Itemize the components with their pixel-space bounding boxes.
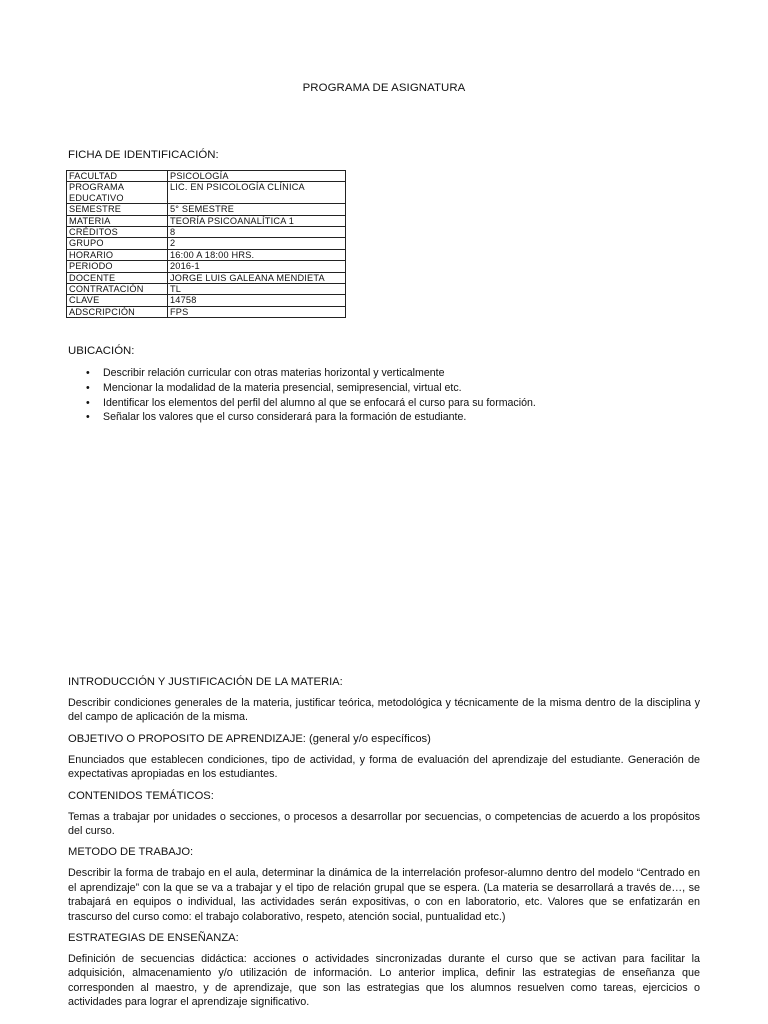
metodo-heading: METODO DE TRABAJO: bbox=[68, 846, 194, 859]
identification-table bbox=[66, 170, 346, 318]
ficha-heading: FICHA DE IDENTIFICACIÓN: bbox=[68, 149, 219, 161]
table-row bbox=[67, 261, 346, 272]
table-row bbox=[67, 171, 346, 182]
row-label: HORARIO bbox=[67, 249, 168, 260]
list-item: • Mencionar la modalidad de la materia presencial, semipresencial, virtual etc. bbox=[86, 381, 536, 396]
row-label: GRUPO bbox=[67, 238, 168, 249]
row-value: JORGE LUIS GALEANA MENDIETA bbox=[168, 272, 346, 283]
table-row bbox=[67, 249, 346, 260]
estrategias-heading: ESTRATEGIAS DE ENSEÑANZA: bbox=[68, 932, 239, 945]
list-item: • Describir relación curricular con otras materias horizontal y verticalmente bbox=[86, 366, 536, 381]
row-label: DOCENTE bbox=[67, 272, 168, 283]
row-label: SEMESTRE bbox=[67, 204, 168, 215]
table-row bbox=[67, 306, 346, 317]
table-row bbox=[67, 295, 346, 306]
row-value: 5° SEMESTRE bbox=[168, 204, 346, 215]
table-row bbox=[67, 272, 346, 283]
table-row bbox=[67, 204, 346, 215]
objetivo-heading: OBJETIVO O PROPOSITO DE APRENDIZAJE: (general y/o específicos) bbox=[68, 732, 431, 745]
row-value: TL bbox=[168, 284, 346, 295]
row-value: LIC. EN PSICOLOGÍA CLÍNICA bbox=[168, 182, 346, 204]
row-value: 2 bbox=[168, 238, 346, 249]
row-label: PROGRAMA EDUCATIVO bbox=[67, 182, 168, 204]
row-label: FACULTAD bbox=[67, 171, 168, 182]
row-value: 14758 bbox=[168, 295, 346, 306]
list-item: • Identificar los elementos del perfil del alumno al que se enfocará el curso para su formación. bbox=[86, 396, 536, 411]
row-label: ADSCRIPCIÓN bbox=[67, 306, 168, 317]
contenidos-heading: CONTENIDOS TEMÁTICOS: bbox=[68, 789, 214, 802]
row-value: TEORÍA PSICOANALÍTICA 1 bbox=[168, 215, 346, 226]
table-row bbox=[67, 227, 346, 238]
introduccion-text: Describir condiciones generales de la materia, justificar teórica, metodológica y técnicamente de la misma dentro de la disciplina y del campo de aplicación de la misma. bbox=[68, 697, 700, 724]
objetivo-text: Enunciados que establecen condiciones, tipo de actividad, y forma de evaluación del aprendizaje del estudiante. Generación de expectativas apropiadas en los estudiantes. bbox=[68, 753, 700, 781]
row-value: FPS bbox=[168, 306, 346, 317]
metodo-text: Describir la forma de trabajo en el aula, determinar la dinámica de la interrelación profesor-alumno dentro del modelo “Centrado en el aprendizaje” con la que se va a trabajar y el tipo de relación grupal que se espera. (La materia se desarrollará a través de…, se trabajará en equipos o individual, las actividades serán expositivas, o con en laboratorio, etc. Valores que se enfatizarán en trascurso del curso como: el trabajo colaborativo, respeto, atención social, puntualidad etc.) bbox=[68, 867, 700, 923]
ubicacion-heading: UBICACIÓN: bbox=[68, 345, 135, 357]
row-value: 2016-1 bbox=[168, 261, 346, 272]
estrategias-text: Definición de secuencias didáctica: acciones o actividades sincronizadas durante el curso que se activan para facilitar la adquisición, almacenamiento y/o utilización de información. Lo anterior implica, definir las estrategias de enseñanza que corresponden al maestro, y de aprendizaje, que son las estrategias que los alumnos resuelven como tareas, ejercicios o actividades para lograr el aprendizaje significativo. bbox=[68, 953, 700, 1009]
row-label: MATERIA bbox=[67, 215, 168, 226]
row-value: 16:00 A 18:00 HRS. bbox=[168, 249, 346, 260]
introduccion-heading: INTRODUCCIÓN Y JUSTIFICACIÓN DE LA MATERIA: bbox=[68, 676, 343, 688]
page-title: PROGRAMA DE ASIGNATURA bbox=[302, 82, 466, 94]
row-label: CONTRATACIÓN bbox=[67, 284, 168, 295]
list-item: • Señalar los valores que el curso considerará para la formación de estudiante. bbox=[86, 410, 536, 425]
body-sections bbox=[68, 675, 700, 1017]
row-label: CLAVE bbox=[67, 295, 168, 306]
ubicacion-list bbox=[86, 366, 536, 425]
table-row bbox=[67, 182, 346, 204]
row-value: PSICOLOGÍA bbox=[168, 171, 346, 182]
row-label: PERIODO bbox=[67, 261, 168, 272]
table-row bbox=[67, 215, 346, 226]
contenidos-text: Temas a trabajar por unidades o secciones, o procesos a desarrollar por secuencias, o competencias de acuerdo a los propósitos del curso. bbox=[68, 810, 700, 838]
row-label: CRÉDITOS bbox=[67, 227, 168, 238]
table-row bbox=[67, 238, 346, 249]
table-row bbox=[67, 284, 346, 295]
row-value: 8 bbox=[168, 227, 346, 238]
